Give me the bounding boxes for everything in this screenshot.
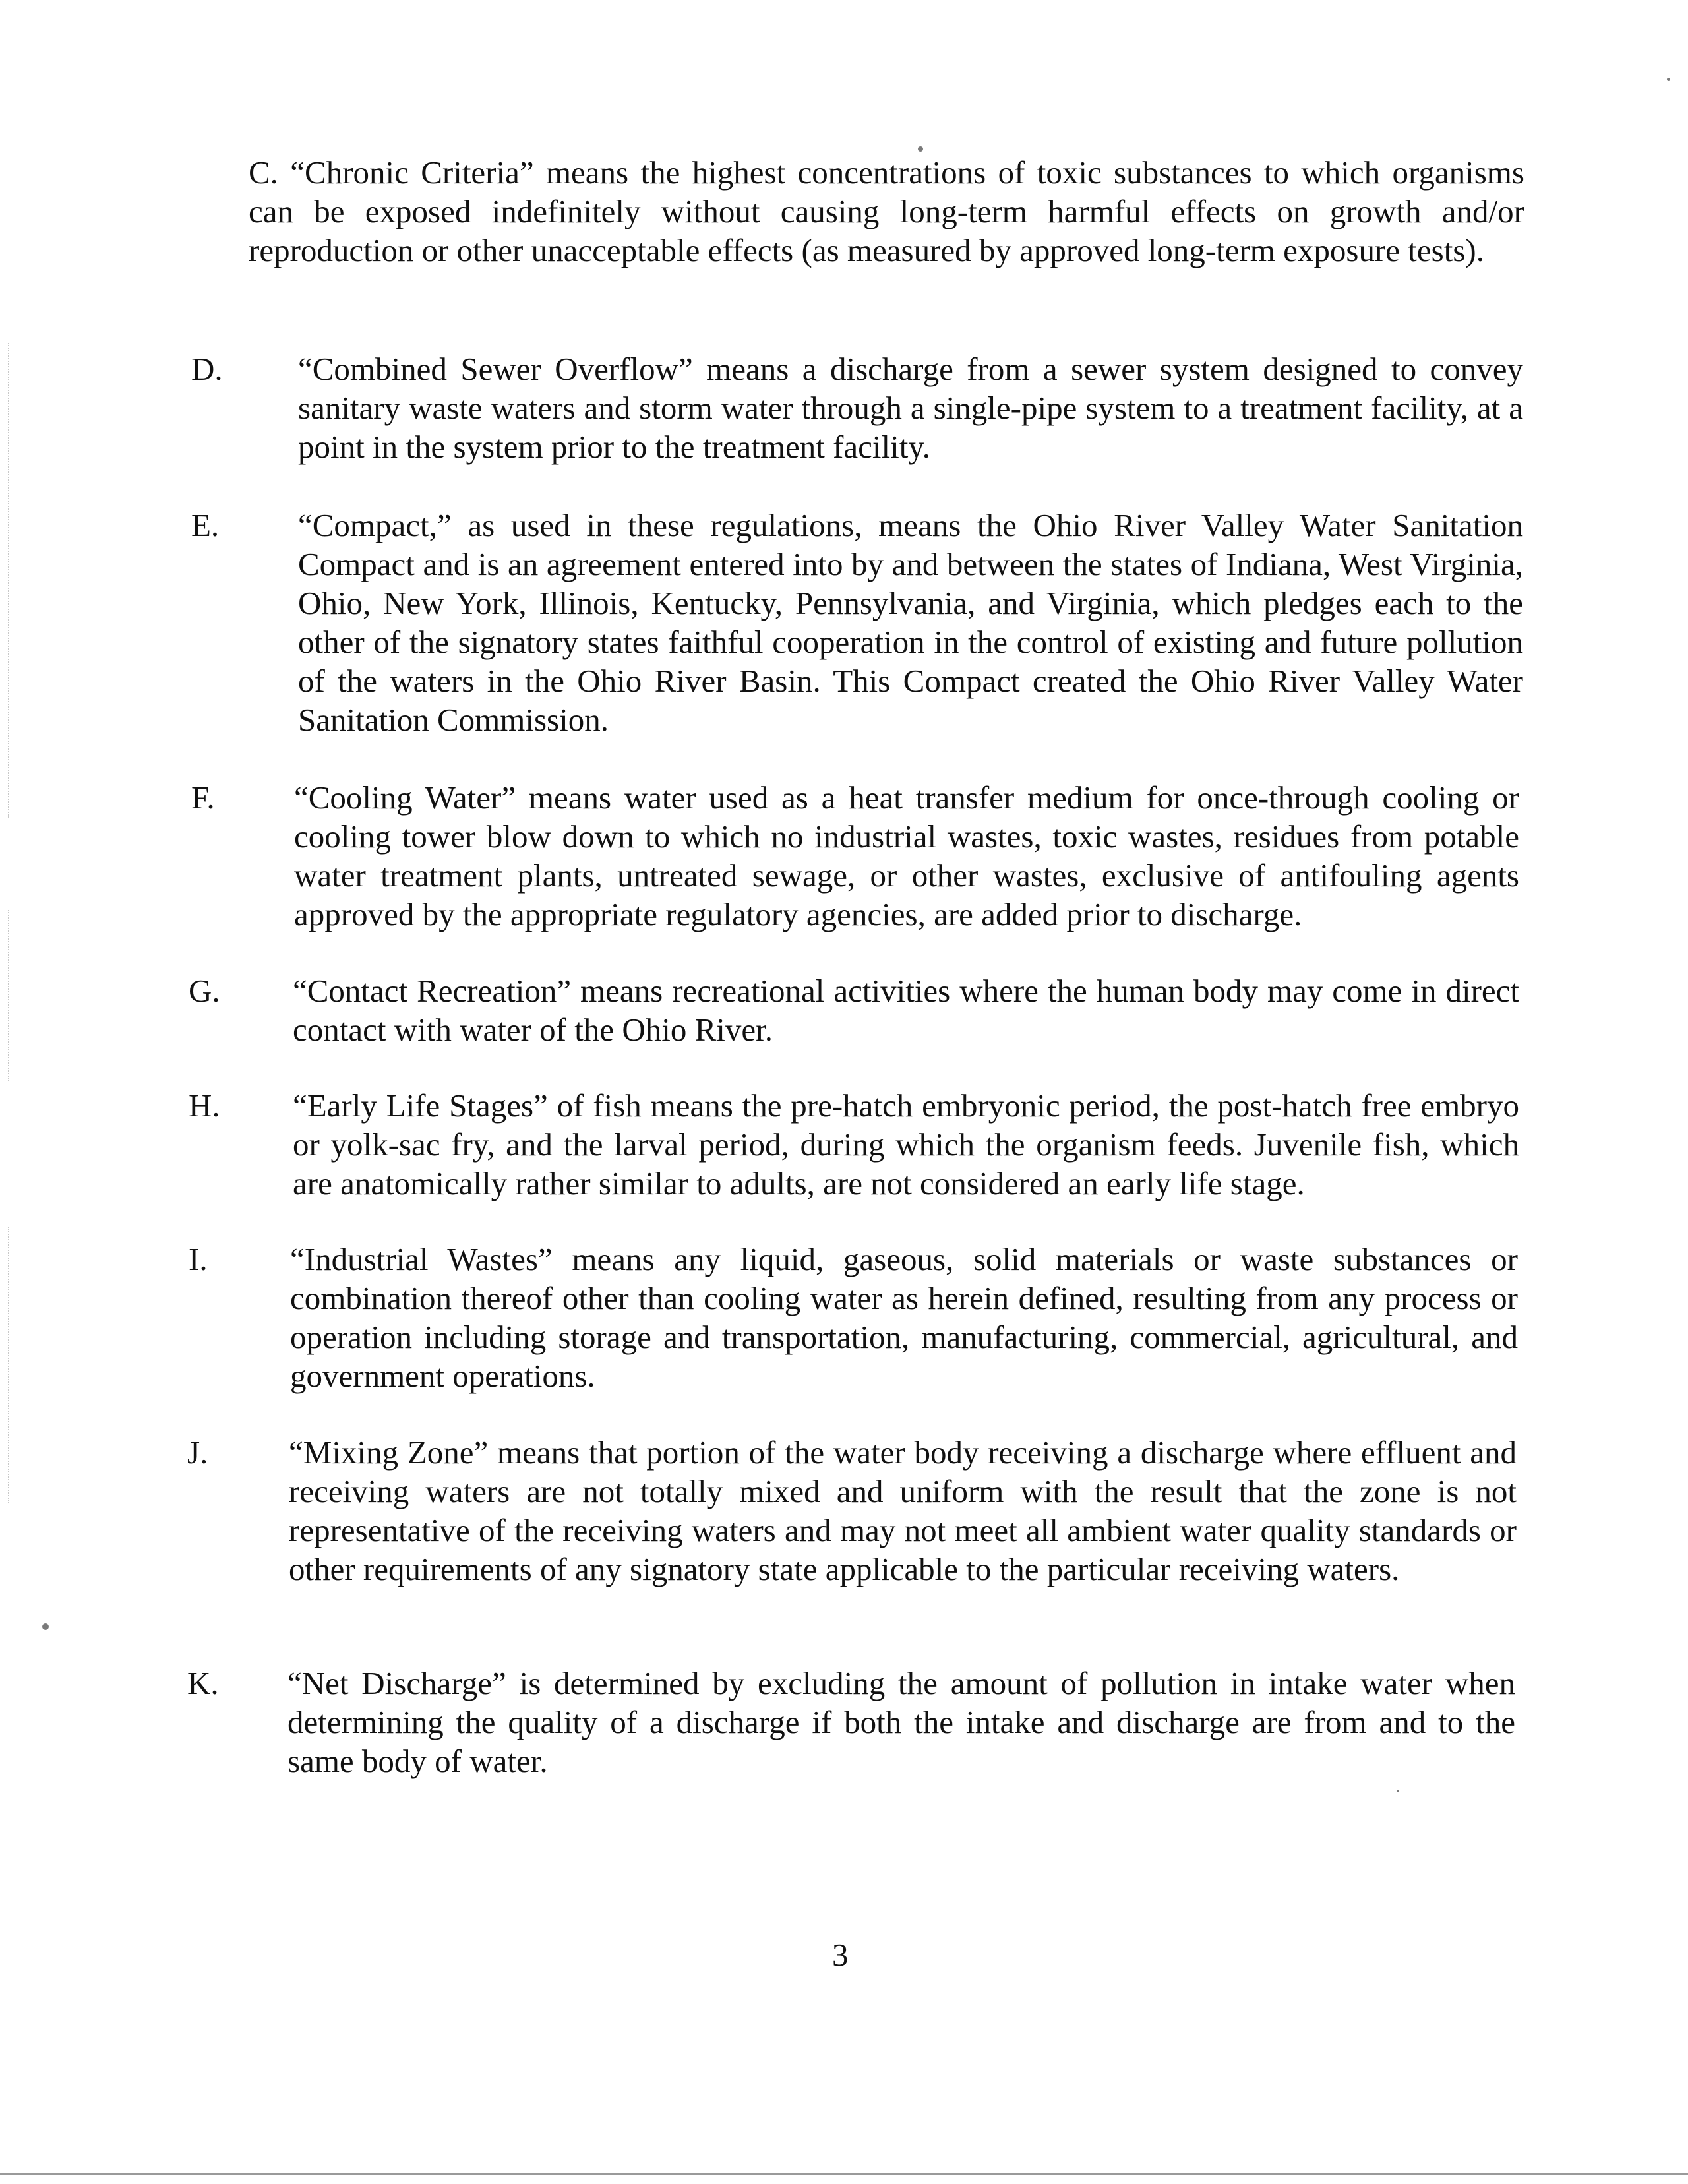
scan-margin-artifact xyxy=(8,1227,82,1503)
item-text: “Combined Sewer Overflow” means a discharge from a sewer system designed to convey sanitary waste waters and storm water through a single-pipe system to a treatment facility, at a point in the system prior to the treatment facility. xyxy=(298,351,1523,465)
item-text: “Net Discharge” is determined by excluding the amount of pollution in intake water when determining the quality of a discharge if both the intake and discharge are from and to the same body of water. xyxy=(287,1665,1515,1779)
item-text: “Contact Recreation” means recreational activities where the human body may come in direct contact with water of the Ohio River. xyxy=(293,973,1519,1048)
item-letter: F. xyxy=(191,779,215,816)
page-number: 3 xyxy=(832,1937,849,1973)
item-text: “Early Life Stages” of fish means the pre-hatch embryonic period, the post-hatch free embryo or yolk-sac fry, and the larval period, during which the organism feeds. Juvenile fish, which are anatomically rather similar to adults, are not considered an early life stage. xyxy=(293,1087,1519,1201)
scan-speck xyxy=(42,1623,49,1630)
item-letter: I. xyxy=(189,1241,208,1277)
item-text: “Industrial Wastes” means any liquid, gaseous, solid materials or waste substances or combination thereof other than cooling water as herein defined, resulting from any process or operation including storage and transportation, manufacturing, commercial, agricultural, and government operations. xyxy=(290,1241,1518,1394)
item-text: “Compact,” as used in these regulations, means the Ohio River Valley Water Sanitation Compact and is an agreement entered into by and between the states of Indiana, West Virginia, Ohio, New York, Illinois, Kentucky, Pennsylvania, and Virginia, which pledges each to the other of the signatory states faithful cooperation in the control of existing and future pollution of the waters in the Ohio River Basin. This Compact created the Ohio River Valley Water Sanitation Commission. xyxy=(298,507,1523,738)
item-letter: J. xyxy=(187,1434,208,1471)
scan-bottom-edge xyxy=(0,2173,1688,2175)
scan-margin-artifact xyxy=(8,343,82,818)
scan-margin-artifact xyxy=(8,910,82,1081)
paragraph-c: C. “Chronic Criteria” means the highest concentrations of toxic substances to which organisms can be exposed indefinitely without causing long-term harmful effects on growth and/or reproduction or other unacceptable effects (as measured by approved long-term exposure tests). xyxy=(249,154,1524,268)
item-letter: G. xyxy=(189,973,220,1009)
item-letter: E. xyxy=(191,507,220,543)
item-letter: K. xyxy=(187,1665,219,1701)
item-text: “Mixing Zone” means that portion of the water body receiving a discharge where effluent and receiving waters are not totally mixed and uniform with the result that the zone is not representative of the receiving waters and may not meet all ambient water quality standards or other requirements of any signatory state applicable to the particular receiving waters. xyxy=(289,1434,1517,1587)
item-letter: D. xyxy=(191,351,223,387)
scan-speck xyxy=(1397,1790,1399,1792)
item-letter: H. xyxy=(189,1087,220,1124)
item-text: “Cooling Water” means water used as a heat transfer medium for once-through cooling or cooling tower blow down to which no industrial wastes, toxic wastes, residues from potable water treatment plants, untreated sewage, or other wastes, exclusive of antifouling agents approved by the appropriate regulatory agencies, are added prior to discharge. xyxy=(294,779,1519,932)
scan-speck xyxy=(918,146,923,152)
scan-speck xyxy=(1667,78,1670,81)
